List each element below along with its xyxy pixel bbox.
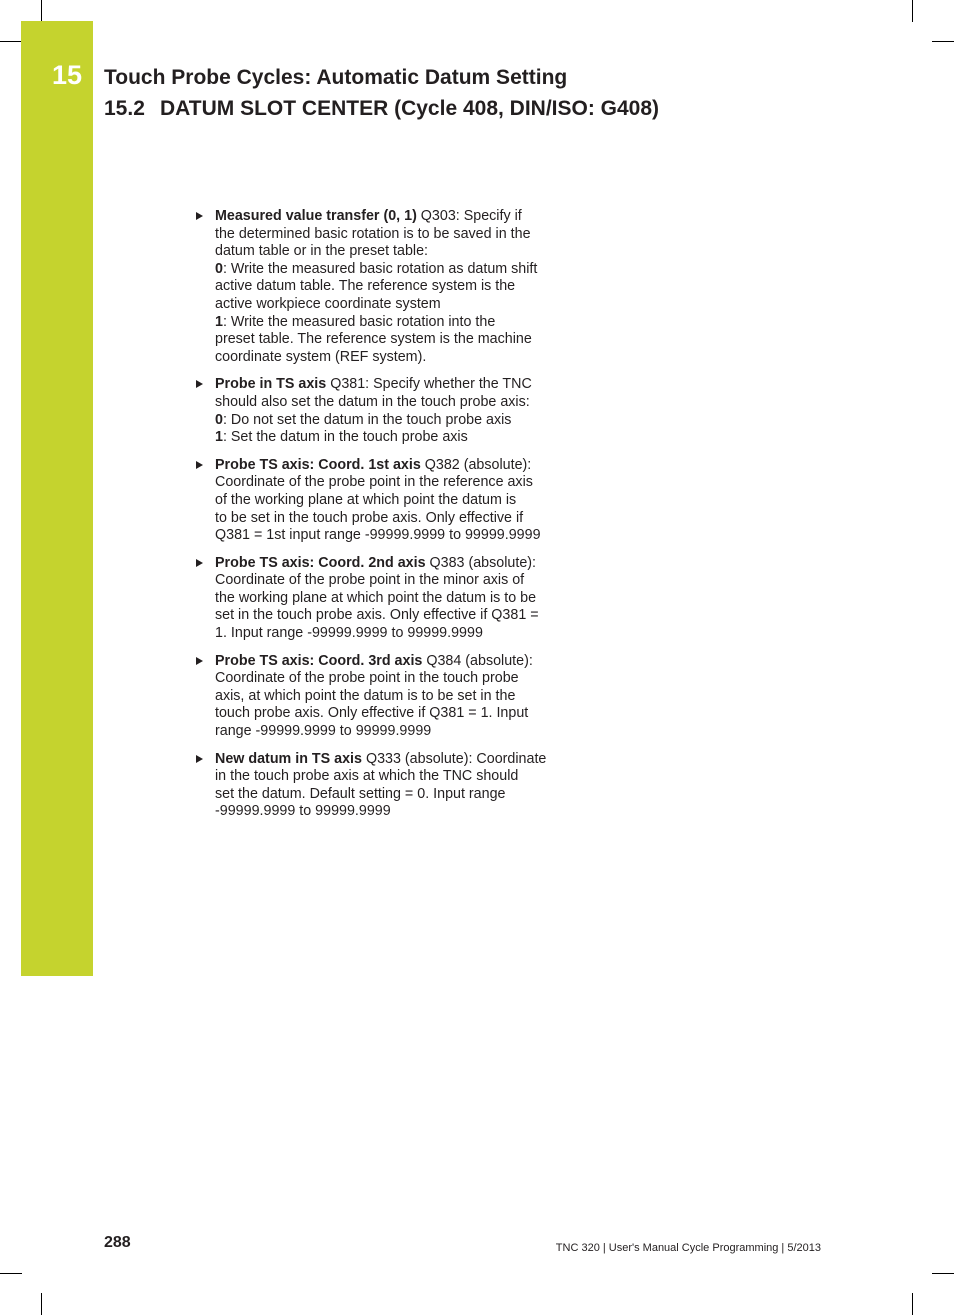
parameter-name: Probe TS axis: Coord. 2nd axis <box>215 554 426 571</box>
parameter-item <box>195 555 560 643</box>
parameter-line <box>215 376 560 394</box>
parameter-line <box>215 653 560 671</box>
parameter-line <box>215 429 560 447</box>
crop-mark <box>0 41 22 42</box>
section-number: 15.2 <box>104 97 145 120</box>
parameter-line <box>215 296 560 314</box>
parameter-item <box>195 208 560 366</box>
parameter-text: active workpiece coordinate system <box>215 295 441 312</box>
parameter-text: Q333 (absolute): Coordinate <box>361 750 547 767</box>
parameter-text: -99999.9999 to 99999.9999 <box>215 803 391 820</box>
parameter-line <box>215 492 560 510</box>
parameter-line <box>215 572 560 590</box>
chapter-sidebar <box>21 21 93 976</box>
parameter-text: : Write the measured basic rotation into the <box>222 313 496 330</box>
parameter-item <box>195 457 560 545</box>
parameter-text: should also set the datum in the touch probe axis: <box>215 393 530 410</box>
triangle-right-icon <box>196 559 203 567</box>
crop-mark <box>932 41 954 42</box>
parameter-line <box>215 705 560 723</box>
parameter-name: Probe TS axis: Coord. 1st axis <box>215 456 421 473</box>
parameter-line <box>215 803 560 821</box>
parameter-text: touch probe axis. Only effective if Q381 = 1. Input <box>215 705 529 722</box>
parameter-line <box>215 278 560 296</box>
parameter-line <box>215 688 560 706</box>
parameter-text: Q381: Specify whether the TNC <box>326 376 532 393</box>
parameter-line <box>215 510 560 528</box>
crop-mark <box>912 0 913 22</box>
crop-mark <box>0 1273 22 1274</box>
parameter-item <box>195 751 560 821</box>
parameter-line <box>215 670 560 688</box>
parameter-line <box>215 331 560 349</box>
parameter-text: axis, at which point the datum is to be set in the <box>215 687 516 704</box>
parameter-line <box>215 394 560 412</box>
parameter-line <box>215 226 560 244</box>
parameter-line <box>215 786 560 804</box>
parameter-line <box>215 314 560 332</box>
chapter-title: Touch Probe Cycles: Automatic Datum Setting <box>104 66 568 89</box>
parameter-list <box>195 208 560 831</box>
triangle-right-icon <box>196 755 203 763</box>
parameter-text: preset table. The reference system is the machine <box>215 331 532 348</box>
parameter-name: Probe TS axis: Coord. 3rd axis <box>215 652 423 669</box>
parameter-text: the working plane at which point the datum is to be <box>215 589 537 606</box>
crop-mark <box>912 1293 913 1315</box>
option-value: 0 <box>215 411 223 428</box>
parameter-text: Q383 (absolute): <box>425 554 537 571</box>
parameter-text: in the touch probe axis at which the TNC should <box>215 768 519 785</box>
parameter-text: Coordinate of the probe point in the minor axis of <box>215 572 525 589</box>
triangle-right-icon <box>196 657 203 665</box>
parameter-text: of the working plane at which point the datum is <box>215 491 517 508</box>
parameter-text: Q303: Specify if <box>416 208 522 224</box>
parameter-name: Measured value transfer (0, 1) <box>215 208 417 224</box>
parameter-text: Coordinate of the probe point in the reference axis <box>215 474 533 491</box>
parameter-text: datum table or in the preset table: <box>215 243 428 260</box>
parameter-line <box>215 555 560 573</box>
parameter-text: Q381 = 1st input range -99999.9999 to 99999.9999 <box>215 527 541 544</box>
section-title: DATUM SLOT CENTER (Cycle 408, DIN/ISO: G408) <box>160 97 660 120</box>
parameter-line <box>215 607 560 625</box>
crop-mark <box>932 1273 954 1274</box>
option-value: 1 <box>215 429 223 446</box>
parameter-line <box>215 768 560 786</box>
parameter-line <box>215 208 560 226</box>
parameter-item <box>195 376 560 446</box>
parameter-line <box>215 751 560 769</box>
parameter-text: : Set the datum in the touch probe axis <box>222 429 468 446</box>
triangle-right-icon <box>196 212 203 220</box>
parameter-text: Q382 (absolute): <box>420 456 532 473</box>
chapter-number: 15 <box>52 60 83 90</box>
parameter-text: 1. Input range -99999.9999 to 99999.9999 <box>215 625 483 642</box>
parameter-name: New datum in TS axis <box>215 750 362 767</box>
parameter-text: coordinate system (REF system). <box>215 348 427 365</box>
parameter-line <box>215 527 560 545</box>
parameter-item <box>195 653 560 741</box>
parameter-line <box>215 590 560 608</box>
parameter-line <box>215 474 560 492</box>
parameter-line <box>215 412 560 430</box>
parameter-text: the determined basic rotation is to be saved in the <box>215 225 531 242</box>
option-value: 0 <box>215 260 223 277</box>
triangle-right-icon <box>196 461 203 469</box>
section-heading <box>104 97 659 121</box>
page-number: 288 <box>104 1234 131 1251</box>
crop-mark <box>41 1293 42 1315</box>
parameter-line <box>215 243 560 261</box>
parameter-text: active datum table. The reference system is the <box>215 278 516 295</box>
parameter-line <box>215 625 560 643</box>
parameter-name: Probe in TS axis <box>215 376 327 393</box>
crop-mark <box>41 0 42 22</box>
parameter-line <box>215 723 560 741</box>
parameter-text: Coordinate of the probe point in the touch probe <box>215 670 519 687</box>
parameter-text: set the datum. Default setting = 0. Input range <box>215 785 506 802</box>
option-value: 1 <box>215 313 223 330</box>
parameter-line <box>215 261 560 279</box>
parameter-text: range -99999.9999 to 99999.9999 <box>215 723 432 740</box>
triangle-right-icon <box>196 380 203 388</box>
parameter-text: : Write the measured basic rotation as datum shift <box>222 260 538 277</box>
parameter-line <box>215 457 560 475</box>
parameter-text: set in the touch probe axis. Only effective if Q381 = <box>215 607 539 624</box>
parameter-text: to be set in the touch probe axis. Only effective if <box>215 509 524 526</box>
parameter-line <box>215 349 560 367</box>
parameter-text: Q384 (absolute): <box>422 652 533 669</box>
parameter-text: : Do not set the datum in the touch probe axis <box>222 411 512 428</box>
footer-text: TNC 320 | User's Manual Cycle Programming | 5/2013 <box>555 1242 821 1254</box>
